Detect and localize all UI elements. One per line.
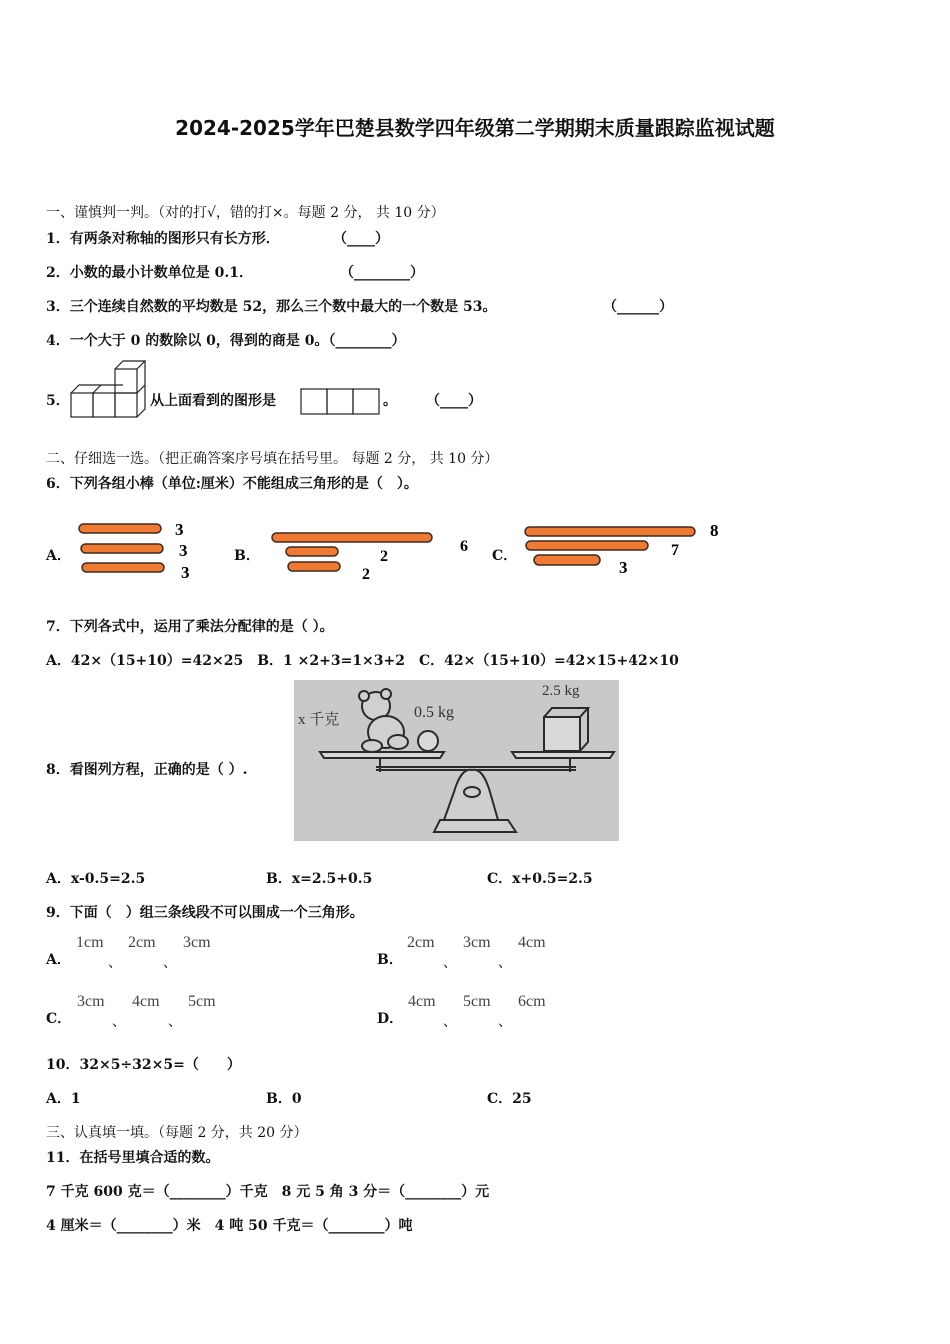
option-6b-label[interactable]: B． — [234, 548, 260, 564]
section-2-header: 二、仔细选一选。（把正确答案序号填在括号里。 每题 2 分， 共 10 分） — [46, 451, 499, 467]
option-9c-sep-2: 、 — [168, 1014, 182, 1030]
stick-b2 — [286, 547, 338, 556]
option-9b-val-1: 2cm — [407, 934, 435, 951]
option-9b-sep-1: 、 — [443, 955, 457, 971]
question-10: 10．32×5÷32×5=（ ） — [46, 1057, 241, 1073]
option-9a-val-2: 2cm — [128, 934, 156, 951]
stick-a1 — [79, 524, 161, 533]
option-9b-label[interactable]: B． — [377, 952, 403, 968]
option-9c-sep-1: 、 — [112, 1014, 126, 1030]
option-9d-val-3: 6cm — [518, 993, 546, 1010]
question-5-blank[interactable]: （____） — [426, 393, 482, 409]
stick-b3-label: 2 — [362, 566, 370, 583]
option-10b[interactable]: B．0 — [266, 1091, 302, 1107]
stick-c1-label: 8 — [710, 521, 719, 540]
question-7: 7．下列各式中，运用了乘法分配律的是（ ）。 — [46, 619, 334, 635]
question-1-blank[interactable]: （____） — [333, 231, 389, 247]
stick-b2-label: 2 — [380, 548, 388, 565]
question-9: 9．下面（ ）组三条线段不可以围成一个三角形。 — [46, 905, 364, 921]
sticks-b — [268, 526, 478, 586]
page-title: 2024-2025学年巴楚县数学四年级第二学期期末质量跟踪监视试题 — [175, 116, 775, 140]
option-9a-label[interactable]: A． — [46, 952, 71, 968]
option-9b-val-2: 3cm — [463, 934, 491, 951]
x-kg-label: x 千克 — [298, 712, 340, 728]
option-9a-val-3: 3cm — [183, 934, 211, 951]
top-view-figure — [300, 388, 382, 416]
question-2: 2．小数的最小计数单位是 0.1． — [46, 265, 253, 281]
stick-a1-label: 3 — [175, 520, 184, 539]
stick-c3-label: 3 — [619, 558, 628, 577]
option-6a-label[interactable]: A． — [46, 548, 71, 564]
stick-a3-label: 3 — [181, 563, 190, 582]
option-8b[interactable]: B．x=2.5+0.5 — [266, 871, 373, 887]
section-3-header: 三、认真填一填。（每题 2 分，共 20 分） — [46, 1125, 308, 1141]
option-9a-sep-1: 、 — [108, 955, 122, 971]
ball-weight-label: 0.5 kg — [414, 704, 454, 721]
question-1: 1．有两条对称轴的图形只有长方形． — [46, 231, 280, 247]
stick-c3 — [534, 555, 600, 565]
question-3: 3．三个连续自然数的平均数是 52，那么三个数中最大的一个数是 53。 — [46, 299, 497, 315]
option-10c[interactable]: C．25 — [487, 1091, 532, 1107]
sticks-c — [520, 518, 730, 580]
stick-b1 — [272, 533, 432, 542]
cubes-figure — [70, 360, 150, 420]
option-9b-val-3: 4cm — [518, 934, 546, 951]
question-8: 8．看图列方程，正确的是（ ）. — [46, 762, 248, 778]
option-9a-sep-2: 、 — [163, 955, 177, 971]
question-7-options[interactable]: A．42×（15+10）=42×25 B．1 ×2+3=1×3+2 C．42×（15+10）=42×15+42×10 — [46, 653, 679, 669]
question-11: 11．在括号里填合适的数。 — [46, 1150, 220, 1166]
stick-c1 — [525, 527, 695, 536]
stick-a2 — [81, 544, 163, 553]
option-9c-label[interactable]: C． — [46, 1011, 72, 1027]
option-6c-label[interactable]: C． — [492, 548, 518, 564]
option-10a[interactable]: A．1 — [46, 1091, 81, 1107]
option-9c-val-1: 3cm — [77, 993, 105, 1010]
stick-c2 — [526, 541, 648, 550]
question-6: 6．下列各组小棒（单位:厘米）不能组成三角形的是（ ）。 — [46, 476, 418, 492]
option-9a-val-1: 1cm — [76, 934, 104, 951]
question-11-line-1[interactable]: 7 千克 600 克＝（________）千克 8 元 5 角 3 分＝（________）元 — [46, 1184, 490, 1200]
stick-a2-label: 3 — [179, 541, 188, 560]
question-5-number: 5． — [46, 393, 70, 409]
option-9b-sep-2: 、 — [498, 955, 512, 971]
stick-b1-label: 6 — [460, 538, 468, 555]
question-5: 从上面看到的图形是 — [150, 393, 276, 409]
stick-c2-label: 7 — [671, 542, 679, 559]
box-weight-label: 2.5 kg — [542, 683, 580, 699]
option-8a[interactable]: A．x-0.5=2.5 — [46, 871, 146, 887]
section-1-header: 一、谨慎判一判。（对的打√，错的打×。每题 2 分， 共 10 分） — [46, 205, 445, 221]
question-4: 4．一个大于 0 的数除以 0，得到的商是 0。（________） — [46, 333, 406, 349]
option-9c-val-2: 4cm — [132, 993, 160, 1010]
balance-scale-image — [294, 680, 619, 841]
question-3-blank[interactable]: （______） — [603, 299, 673, 315]
option-9c-val-3: 5cm — [188, 993, 216, 1010]
option-8c[interactable]: C．x+0.5=2.5 — [487, 871, 593, 887]
stick-b3 — [288, 562, 340, 571]
stick-a3 — [82, 563, 164, 572]
question-2-blank[interactable]: （________） — [340, 265, 424, 281]
option-9d-sep-2: 、 — [498, 1014, 512, 1030]
option-9d-label[interactable]: D． — [377, 1011, 404, 1027]
sticks-a — [76, 518, 206, 582]
option-9d-sep-1: 、 — [443, 1014, 457, 1030]
option-9d-val-1: 4cm — [408, 993, 436, 1010]
option-9d-val-2: 5cm — [463, 993, 491, 1010]
question-11-line-2[interactable]: 4 厘米＝（________）米 4 吨 50 千克＝（________）吨 — [46, 1218, 413, 1234]
question-5-end: 。 — [383, 393, 397, 409]
